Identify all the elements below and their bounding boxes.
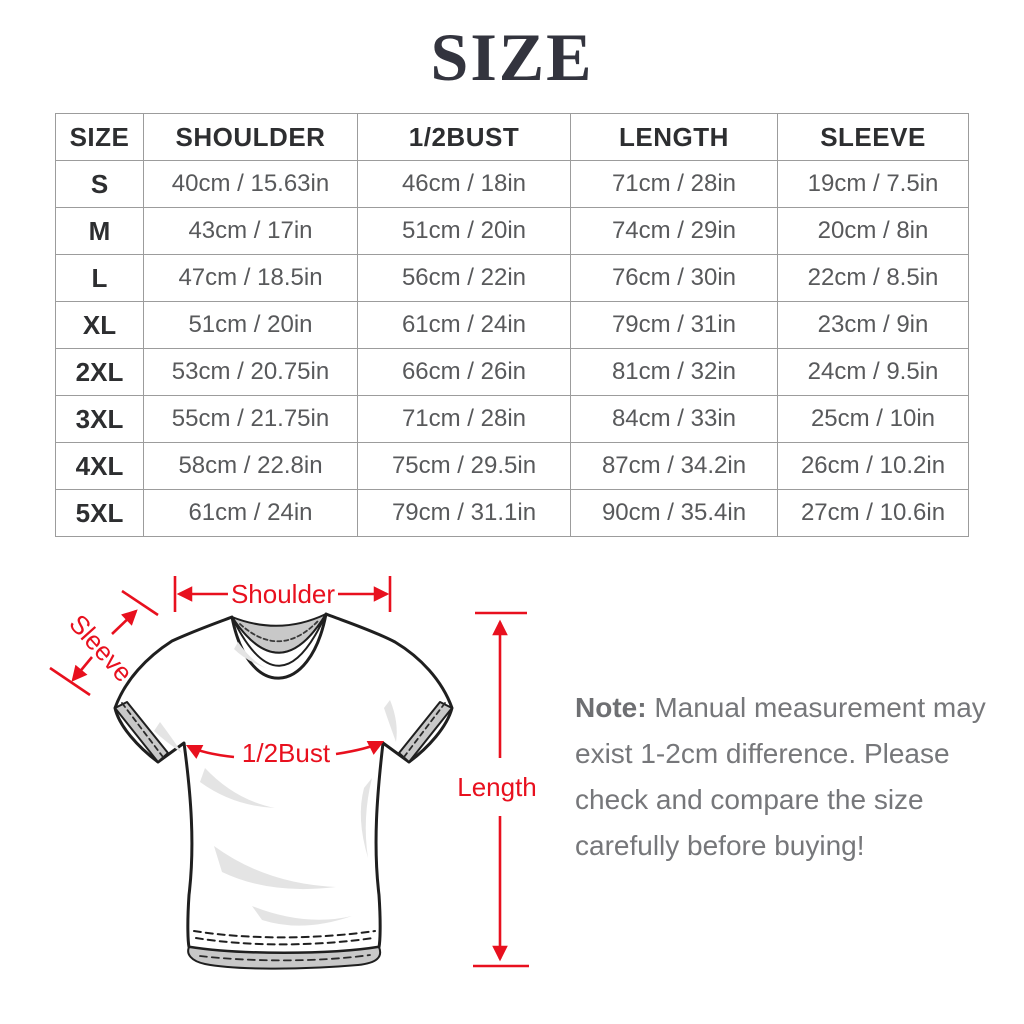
length-cell: 84cm / 33in: [571, 396, 778, 443]
table-row: [56, 161, 969, 208]
sleeve-cell: 27cm / 10.6in: [778, 490, 969, 537]
sleeve-cell: 26cm / 10.2in: [778, 443, 969, 490]
table-row: [56, 349, 969, 396]
shoulder-cell: 43cm / 17in: [144, 208, 358, 255]
table-row: [56, 255, 969, 302]
shoulder-cell: 58cm / 22.8in: [144, 443, 358, 490]
shoulder-cell: 53cm / 20.75in: [144, 349, 358, 396]
note-line: Note: Manual measurement may: [575, 692, 986, 723]
length-cell: 90cm / 35.4in: [571, 490, 778, 537]
col-header-bust: 1/2BUST: [358, 114, 571, 161]
size-cell: M: [56, 208, 144, 255]
sleeve-cell: 20cm / 8in: [778, 208, 969, 255]
table-row: [56, 396, 969, 443]
page-title: SIZE: [430, 19, 594, 95]
size-cell: 5XL: [56, 490, 144, 537]
bust-cell: 66cm / 26in: [358, 349, 571, 396]
size-cell: 4XL: [56, 443, 144, 490]
sleeve-cell: 19cm / 7.5in: [778, 161, 969, 208]
bust-cell: 56cm / 22in: [358, 255, 571, 302]
size-cell: 2XL: [56, 349, 144, 396]
note-line: exist 1-2cm difference. Please: [575, 738, 950, 769]
bust-cell: 75cm / 29.5in: [358, 443, 571, 490]
sleeve-cell: 25cm / 10in: [778, 396, 969, 443]
col-header-shoulder: SHOULDER: [144, 114, 358, 161]
size-table-header-row: [56, 114, 969, 161]
bust-cell: 61cm / 24in: [358, 302, 571, 349]
tshirt-illustration: [115, 614, 452, 969]
sleeve-cell: 22cm / 8.5in: [778, 255, 969, 302]
length-cell: 74cm / 29in: [571, 208, 778, 255]
shoulder-cell: 55cm / 21.75in: [144, 396, 358, 443]
col-header-sleeve: SLEEVE: [778, 114, 969, 161]
length-cell: 81cm / 32in: [571, 349, 778, 396]
bust-cell: 79cm / 31.1in: [358, 490, 571, 537]
shoulder-cell: 47cm / 18.5in: [144, 255, 358, 302]
shoulder-label: Shoulder: [228, 580, 338, 608]
note-line: carefully before buying!: [575, 830, 865, 861]
length-cell: 87cm / 34.2in: [571, 443, 778, 490]
shoulder-cell: 61cm / 24in: [144, 490, 358, 537]
bust-label: 1/2Bust: [241, 738, 331, 768]
bust-cell: 46cm / 18in: [358, 161, 571, 208]
sleeve-cell: 24cm / 9.5in: [778, 349, 969, 396]
table-row: [56, 208, 969, 255]
length-cell: 79cm / 31in: [571, 302, 778, 349]
size-cell: 3XL: [56, 396, 144, 443]
size-table: [55, 113, 969, 537]
size-cell: S: [56, 161, 144, 208]
col-header-size: SIZE: [56, 114, 144, 161]
length-label: Length: [457, 772, 537, 802]
size-cell: L: [56, 255, 144, 302]
shoulder-cell: 40cm / 15.63in: [144, 161, 358, 208]
note-label: Note:: [575, 692, 647, 723]
col-header-length: LENGTH: [571, 114, 778, 161]
table-row: [56, 443, 969, 490]
length-cell: 71cm / 28in: [571, 161, 778, 208]
bust-cell: 51cm / 20in: [358, 208, 571, 255]
length-cell: 76cm / 30in: [571, 255, 778, 302]
table-row: [56, 490, 969, 537]
size-cell: XL: [56, 302, 144, 349]
sleeve-cell: 23cm / 9in: [778, 302, 969, 349]
table-row: [56, 302, 969, 349]
note-text: [575, 685, 995, 869]
note-line: check and compare the size: [575, 784, 924, 815]
shoulder-cell: 51cm / 20in: [144, 302, 358, 349]
bust-cell: 71cm / 28in: [358, 396, 571, 443]
sleeve-label: Sleeve: [63, 608, 139, 688]
